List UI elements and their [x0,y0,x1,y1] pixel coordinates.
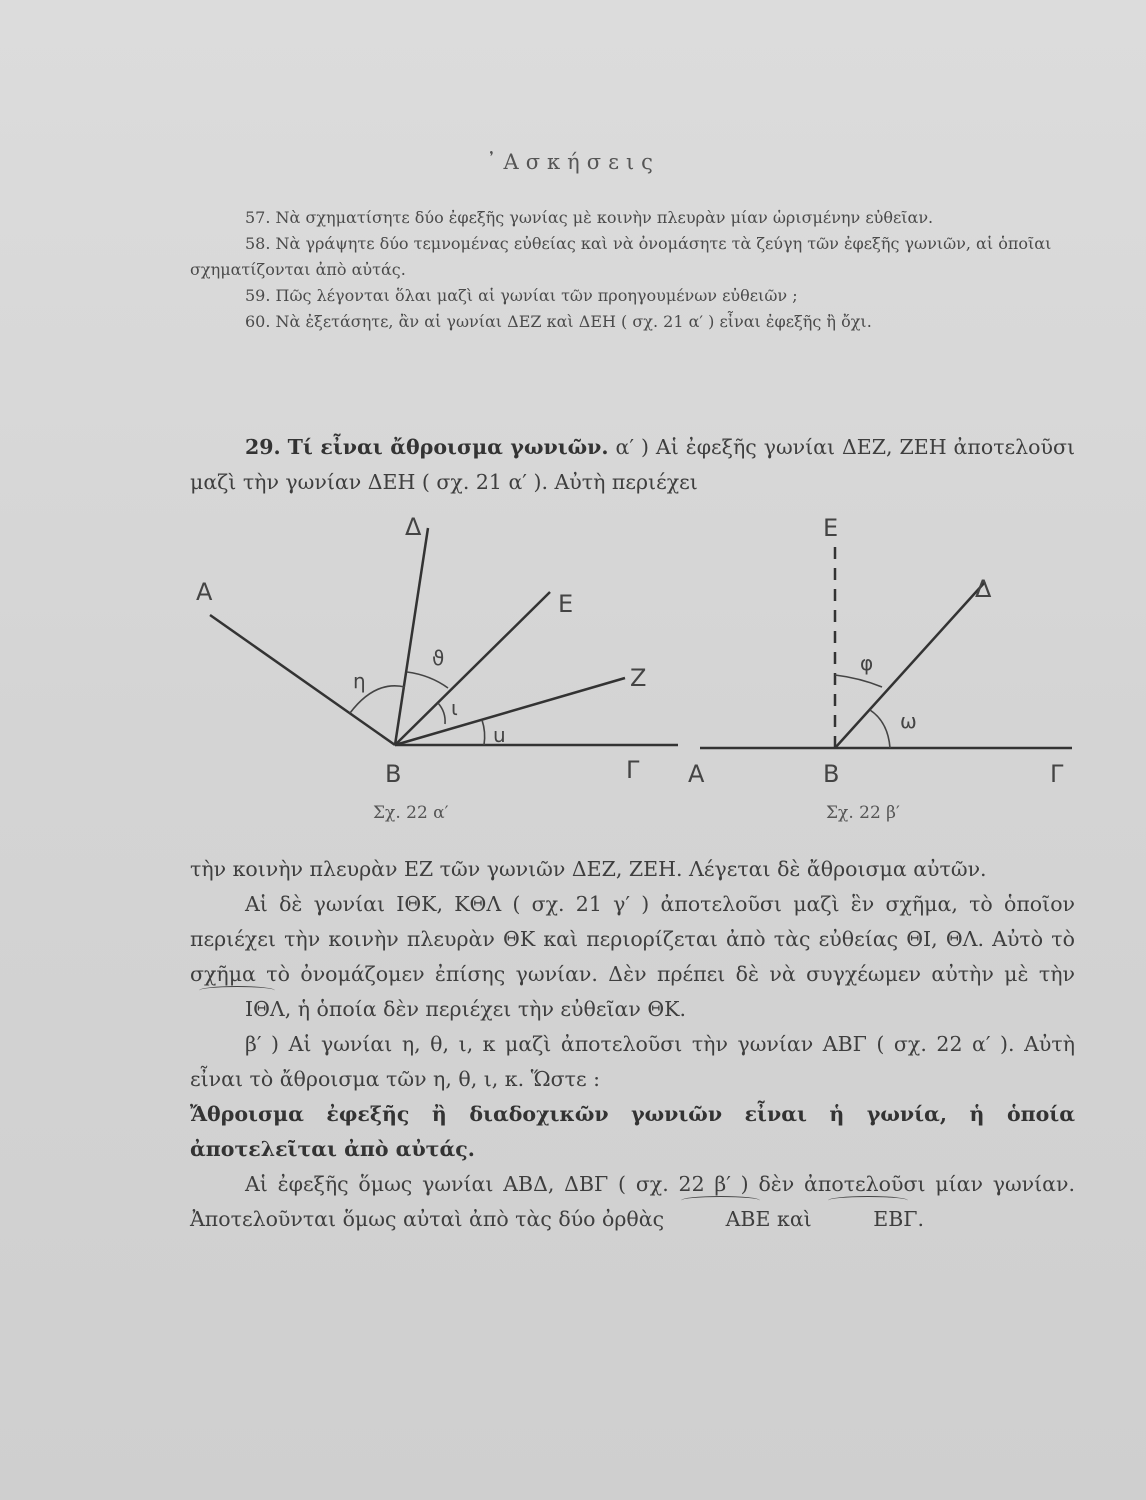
body-text-span: . [917,1207,925,1231]
angle-kappa-label: u [493,723,506,747]
body-paragraph [190,887,1075,1027]
body-paragraph [190,1167,1075,1237]
point-d-label: Δ [405,513,422,541]
body-text-span: , ἡ ὁποία δὲν περιέχει τὴν εὐθεῖαν ΘΚ. [284,997,686,1021]
figure-22a [196,513,678,823]
exercise-item [190,231,1080,283]
body-text-span: Αἱ ἐφεξῆς ὅμως γωνίαι ΑΒΔ, ΔΒΓ ( σχ. 22 β′ ) δὲν ἀποτελοῦσι μίαν γωνίαν. Ἀποτελοῦνται ὅμως αὐταὶ ἀπὸ τὰς δύο ὀρθὰς [190,1172,1075,1231]
exercise-text: Νὰ σχηματίσητε δύο ἐφεξῆς γωνίας μὲ κοινὴν πλευρὰν μίαν ὡρισμένην εὐθεῖαν. [275,208,934,227]
main-text [190,852,1075,1237]
exercise-item [190,205,1080,231]
point-b-label: Β [823,760,840,788]
exercise-number: 57. [245,208,271,227]
figure-caption: Σχ. 22 α′ [373,803,449,823]
exercise-list [190,205,1080,335]
point-e-label: Ε [558,590,574,618]
exercise-text: Νὰ ἐξετάσητε, ἂν αἱ γωνίαι ΔΕΖ καὶ ΔΕΗ ( σχ. 21 α′ ) εἶναι ἐφεξῆς ἢ ὄχι. [275,312,872,331]
point-z-label: Ζ [630,664,647,692]
angle-phi-label: φ [860,651,874,675]
body-paragraph: τὴν κοινὴν πλευρὰν ΕΖ τῶν γωνιῶν ΔΕΖ, ΖΕΗ. Λέγεται δὲ ἄθροισμα αὐτῶν. [190,857,987,881]
point-g-label: Γ [626,756,640,784]
body-text-span: Αἱ δὲ γωνίαι ΙΘΚ, ΚΘΛ ( σχ. 21 γ′ ) ἀποτελοῦσι μαζὶ ἓν σχῆμα, τὸ ὁποῖον περιέχει τὴν κοινὴν πλευρὰν ΘΚ καὶ περιορίζεται ἀπὸ τὰς εὐθείας ΘΙ, ΘΛ. Αὐτὸ τὸ σχῆμα τὸ ὀνομάζομεν ἐπίσης γωνίαν. Δὲν πρέπει δὲ νὰ συγχέωμεν αὐτὴν μὲ τὴν [190,892,1075,986]
exercise-item [190,283,1080,309]
figure-caption: Σχ. 22 β′ [826,803,900,823]
figure-panel [0,500,1146,830]
angle-arc-notation: ΑΒΕ [671,1202,771,1237]
angle-omega-label: ω [900,709,917,733]
angle-arc-kappa [482,720,485,745]
exercise-item [190,309,1080,335]
exercise-text: Νὰ γράψητε δύο τεμνομένας εὐθείας καὶ νὰ ὀνομάσητε τὰ ζεύγη τῶν ἐφεξῆς γωνιῶν, αἱ ὁποῖαι σχηματίζονται ἀπὸ αὐτάς. [190,234,1052,279]
point-a-label: Α [196,578,213,606]
exercise-text: Πῶς λέγονται ὅλαι μαζὶ αἱ γωνίαι τῶν προηγουμένων εὐθειῶν ; [275,286,798,305]
ray-bd [395,528,428,745]
body-paragraph: β′ ) Αἱ γωνίαι η, θ, ι, κ μαζὶ ἀποτελοῦσι τὴν γωνίαν ΑΒΓ ( σχ. 22 α′ ). Αὐτὴ εἶναι τὸ ἄθροισμα τῶν η, θ, ι, κ. Ὥστε : [190,1032,1075,1091]
body-text-span: καὶ [777,1207,812,1231]
exercise-number: 58. [245,234,271,253]
figure-22b [688,514,1072,823]
angle-arc-phi [835,675,882,687]
exercise-number: 59. [245,286,271,305]
angle-theta-label: ϑ [432,646,445,670]
ray-ba [210,615,395,745]
exercise-number: 60. [245,312,271,331]
page-title: ᾿Ασκήσεις [486,150,660,174]
angle-arc-iota [438,703,445,724]
point-e-label: Ε [823,514,839,542]
angle-arc-notation: ΕΒΓ [818,1202,917,1237]
section-intro-text: α′ ) Αἱ ἐφεξῆς γωνίαι ΔΕΖ, ΖΕΗ ἀποτελοῦσι μαζὶ τὴν γωνίαν ΔΕΗ ( σχ. 21 α′ ). Αὐτὴ περιέχει [190,435,1075,494]
angle-arc-notation: ΙΘΛ [190,992,285,1027]
section-number: 29. [245,435,281,459]
section-heading: Τί εἶναι ἄθροισμα γωνιῶν. [287,435,609,459]
point-a-label: Α [688,760,705,788]
point-g-label: Γ [1050,760,1064,788]
angle-arc-omega [870,710,890,748]
definition-paragraph: Ἄθροισμα ἐφεξῆς ἢ διαδοχικῶν γωνιῶν εἶναι ἡ γωνία, ἡ ὁποία ἀποτελεῖται ἀπὸ αὐτάς. [190,1102,1075,1161]
point-d-label: Δ [975,575,992,603]
angle-arc-theta [407,672,448,688]
angle-eta-label: η [353,669,366,693]
section-intro [190,430,1075,500]
section-paragraph [190,430,1075,500]
point-b-label: Β [385,760,402,788]
angle-iota-label: ι [451,696,458,720]
